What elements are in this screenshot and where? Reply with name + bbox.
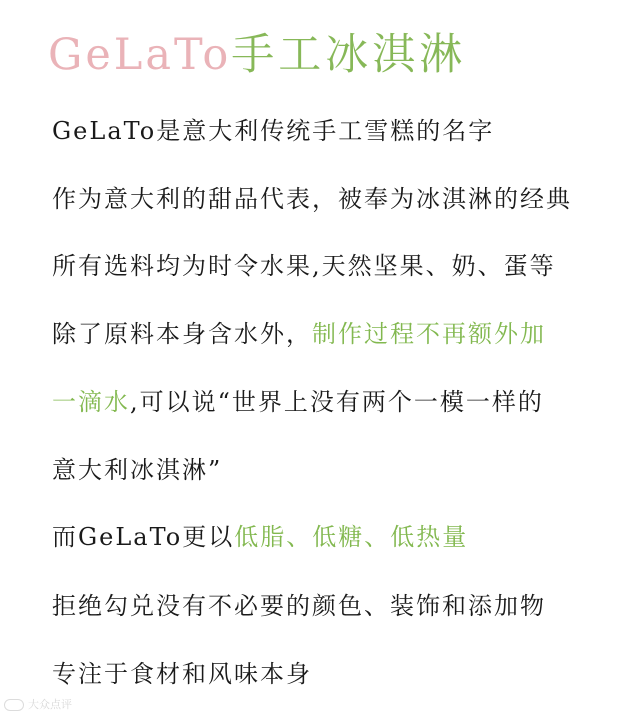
text-line-2 (52, 187, 572, 211)
watermark-logo-icon (4, 699, 24, 711)
text-segment: 除了原料本身含水外， (52, 320, 312, 348)
text-line-8 (52, 594, 546, 618)
text-segment: 作为意大利的甜品代表，被奉为冰淇淋的经典 (52, 185, 572, 213)
watermark-text: 大众点评 (28, 698, 72, 711)
title-suffix: 手工冰淇淋 (231, 30, 467, 80)
text-segment: 意大利冰淇淋” (52, 456, 223, 484)
highlight-segment: 低脂、低糖、低热量 (234, 523, 469, 551)
highlight-segment: 制作过程不再额外加 (312, 320, 546, 348)
text-line-4 (52, 322, 546, 346)
text-line-7 (52, 525, 468, 549)
text-line-5 (52, 390, 544, 414)
text-segment: 专注于食材和风味本身 (52, 660, 312, 688)
text-line-3 (52, 254, 556, 278)
text-segment: ,可以说“世界上没有两个一模一样的 (130, 388, 544, 416)
text-segment: 所有选料均为时令水果,天然坚果、奶、蛋等 (52, 252, 556, 280)
text-segment: 而GeLaTo更以 (52, 523, 235, 551)
title-brand: GeLaTo (48, 30, 232, 80)
text-segment: 拒绝勾兑没有不必要的颜色、装饰和添加物 (52, 592, 546, 620)
text-line-6 (52, 458, 222, 482)
highlight-segment: 一滴水 (52, 388, 130, 416)
text-line-9 (52, 662, 312, 686)
watermark (4, 696, 72, 712)
text-line-1 (52, 119, 494, 143)
page-title (48, 30, 467, 80)
text-segment: GeLaTo是意大利传统手工雪糕的名字 (52, 117, 495, 145)
